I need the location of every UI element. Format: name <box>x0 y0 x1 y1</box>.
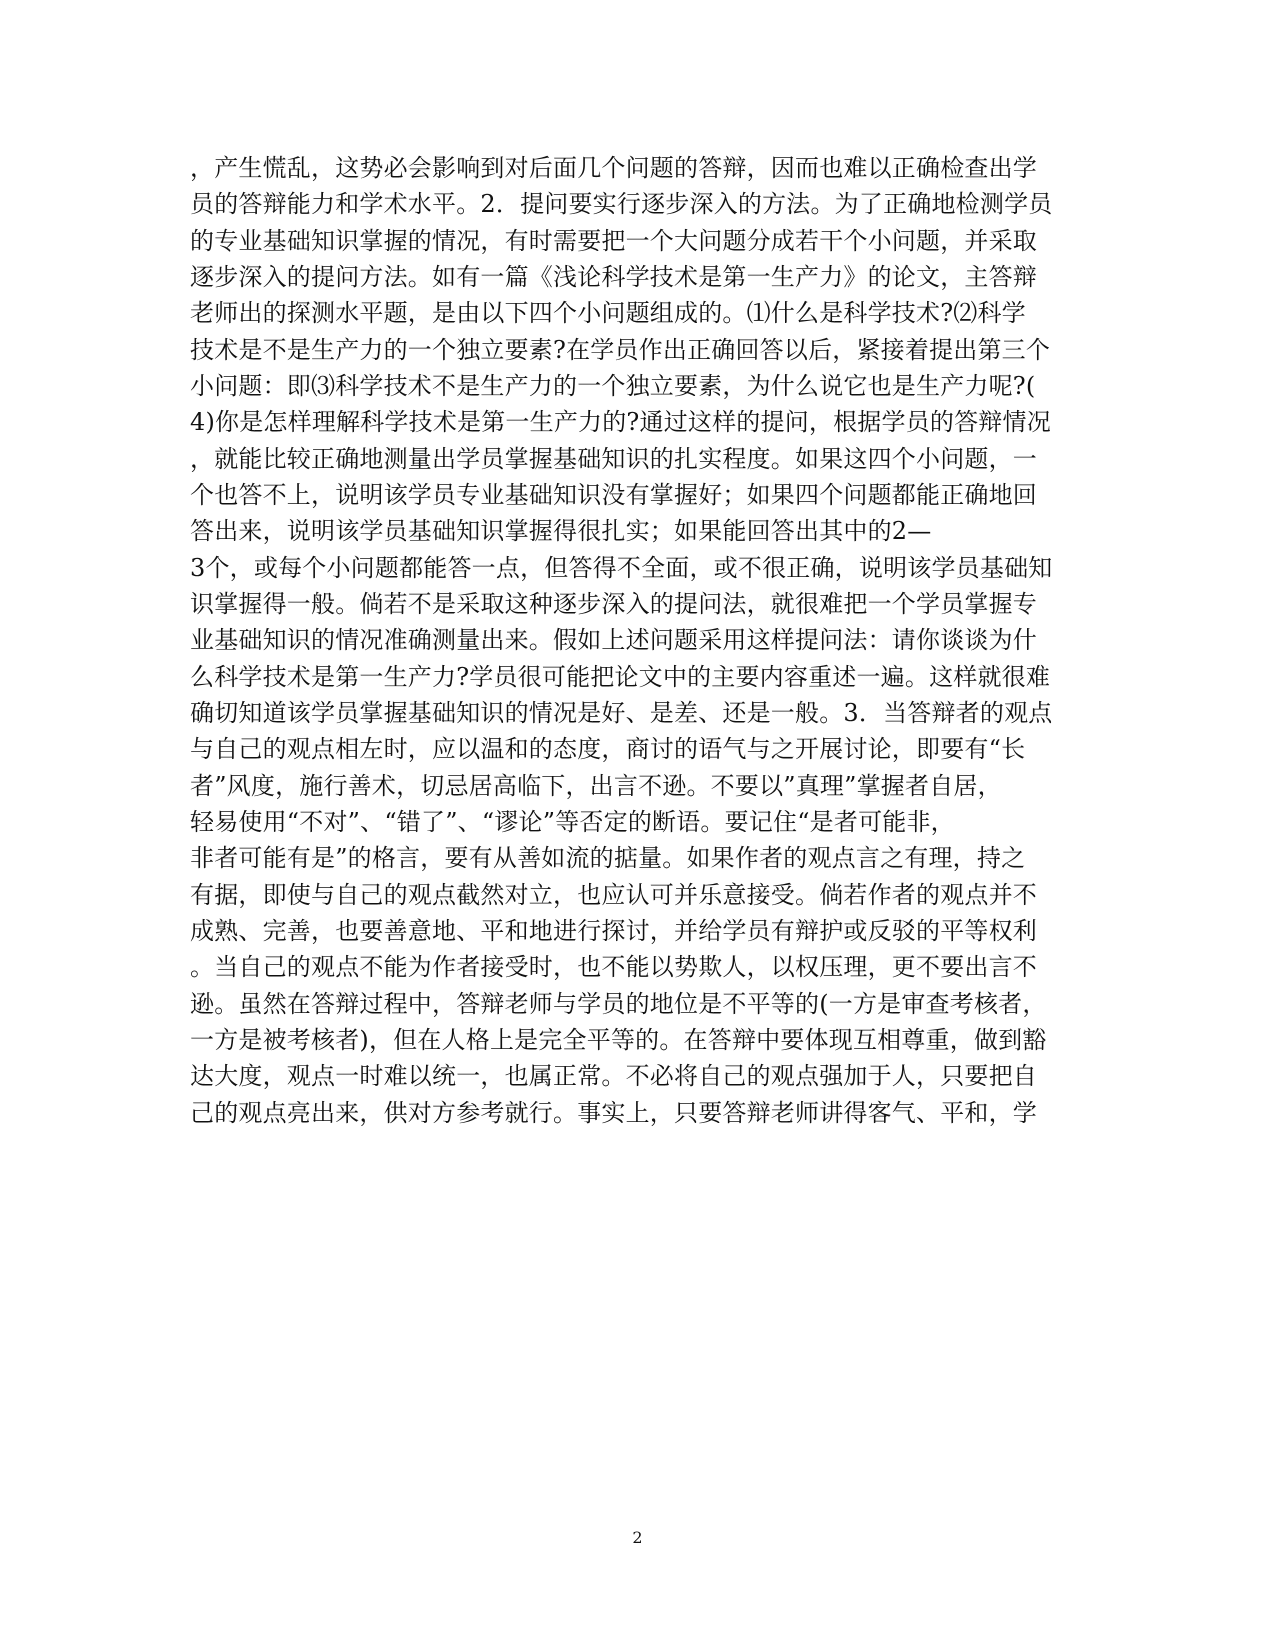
text-line: 逊。虽然在答辩过程中，答辩老师与学员的地位是不平等的(一方是审查考核者， <box>190 989 1047 1018</box>
text-line: 技术是不是生产力的一个独立要素?在学员作出正确回答以后，紧接着提出第三个 <box>190 335 1051 364</box>
text-line: 的专业基础知识掌握的情况，有时需要把一个大问题分成若干个小问题，并采取 <box>190 226 1037 255</box>
text-line: 老师出的探测水平题，是由以下四个小问题组成的。⑴什么是科学技术?⑵科学 <box>190 299 1026 328</box>
text-line: 与自己的观点相左时，应以温和的态度，商讨的语气与之开展讨论，即要有“长 <box>190 735 1026 764</box>
text-line: 成熟、完善，也要善意地、平和地进行探讨，并给学员有辩护或反驳的平等权利 <box>190 916 1037 945</box>
text-line: 么科学技术是第一生产力?学员很可能把论文中的主要内容重述一遍。这样就很难 <box>190 662 1051 691</box>
text-line: 个也答不上，说明该学员专业基础知识没有掌握好；如果四个问题都能正确地回 <box>190 480 1037 509</box>
text-line: ，产生慌乱，这势必会影响到对后面几个问题的答辩，因而也难以正确检查出学 <box>190 154 1037 182</box>
text-line: 答出来，说明该学员基础知识掌握得很扎实；如果能回答出其中的2— <box>190 517 932 546</box>
text-line: 识掌握得一般。倘若不是采取这种逐步深入的提问法，就很难把一个学员掌握专 <box>190 589 1037 618</box>
text-line: 确切知道该学员掌握基础知识的情况是好、是差、还是一般。3．当答辩者的观点 <box>190 698 1053 727</box>
text-line: 一方是被考核者)，但在人格上是完全平等的。在答辩中要体现互相尊重，做到豁 <box>190 1025 1047 1054</box>
text-line: 业基础知识的情况准确测量出来。假如上述问题采用这样提问法：请你谈谈为什 <box>190 626 1037 655</box>
text-line: 员的答辩能力和学术水平。2．提问要实行逐步深入的方法。为了正确地检测学员 <box>190 190 1053 219</box>
text-line: 有据，即使与自己的观点截然对立，也应认可并乐意接受。倘若作者的观点并不 <box>190 880 1037 909</box>
text-line: 逐步深入的提问方法。如有一篇《浅论科学技术是第一生产力》的论文，主答辩 <box>190 262 1037 291</box>
text-line: 。当自己的观点不能为作者接受时，也不能以势欺人，以权压理，更不要出言不 <box>190 953 1037 982</box>
text-line: 非者可能有是”的格言，要有从善如流的掂量。如果作者的观点言之有理，持之 <box>190 844 1026 873</box>
text-line: 3个，或每个小问题都能答一点，但答得不全面，或不很正确，说明该学员基础知 <box>190 553 1053 582</box>
text-line: 者”风度，施行善术，切忌居高临下，出言不逊。不要以”真理”掌握者自居， <box>190 771 1002 800</box>
page-number: 2 <box>632 1528 643 1547</box>
text-line: 4)你是怎样理解科学技术是第一生产力的?通过这样的提问，根据学员的答辩情况 <box>190 408 1051 437</box>
text-line: 达大度，观点一时难以统一，也属正常。不必将自己的观点强加于人，只要把自 <box>190 1062 1037 1091</box>
text-line: 己的观点亮出来，供对方参考就行。事实上，只要答辩老师讲得客气、平和，学 <box>190 1098 1037 1127</box>
text-line: ，就能比较正确地测量出学员掌握基础知识的扎实程度。如果这四个小问题，一 <box>190 444 1037 473</box>
text-line: 小问题：即⑶科学技术不是生产力的一个独立要素，为什么说它也是生产力呢?( <box>190 371 1036 400</box>
body-text <box>190 150 1080 1131</box>
text-line: 轻易使用“不对”、“错了”、“谬论”等否定的断语。要记住“是者可能非， <box>190 807 955 836</box>
